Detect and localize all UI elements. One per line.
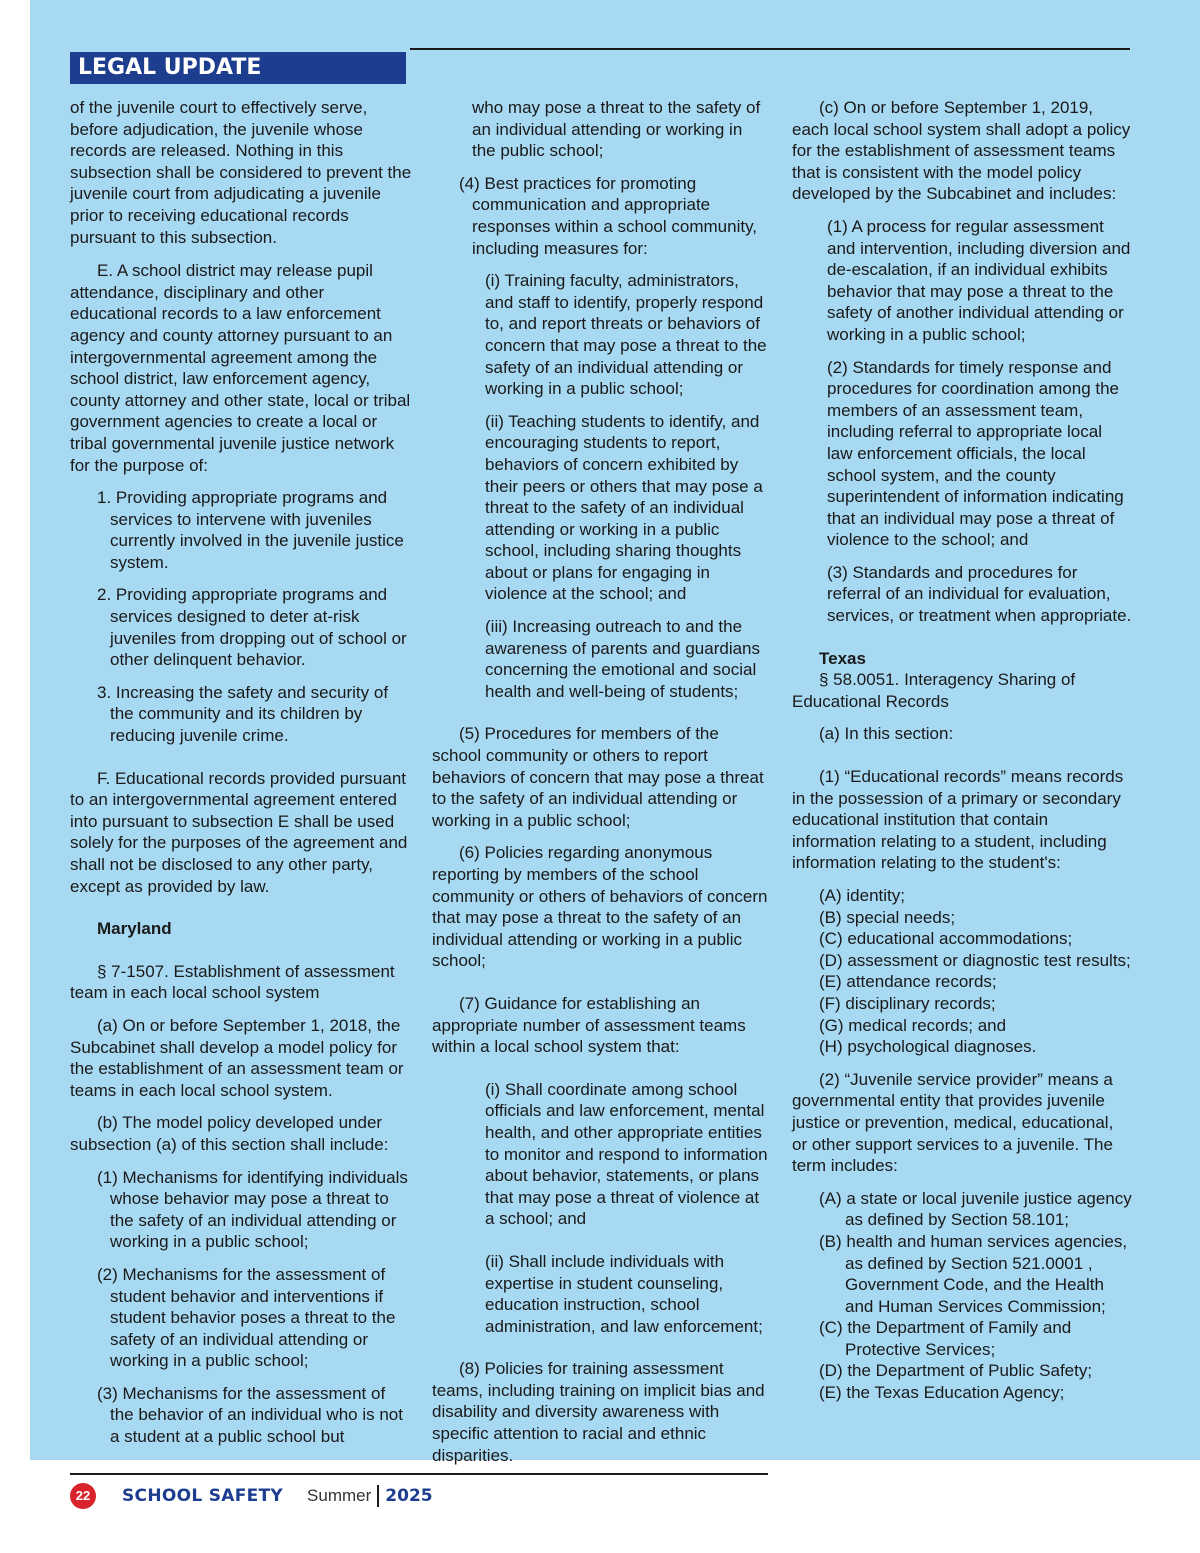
paragraph: (2) “Juvenile service provider” means a governmental entity that provides juvenile justice or prevention, medical, educational, or other support services to a juvenile. The term includes:	[792, 1069, 1114, 1176]
section-heading: Texas	[819, 648, 866, 668]
right-column	[792, 97, 1132, 1415]
paragraph: (6) Policies regarding anonymous reporting by members of the school community or others of behaviors of concern that may pose a threat to the safety of an individual attending or working in a public school;	[432, 843, 768, 971]
list-item: 3. Increasing the safety and security of the community and its children by reducing juvenile crime.	[97, 682, 389, 746]
list-item: 1. Providing appropriate programs and services to intervene with juveniles currently involved in the juvenile justice system.	[97, 488, 404, 572]
paragraph: (a) On or before September 1, 2018, the Subcabinet shall develop a model policy for the establishment of an assessment team or teams in each local school system.	[70, 1015, 404, 1100]
paragraph: (a) In this section:	[819, 724, 954, 744]
left-column	[70, 97, 412, 1459]
paragraph: (8) Policies for training assessment teams, including training on implicit bias and disability and diversity awareness with specific attention to racial and ethnic disparities.	[432, 1359, 765, 1465]
list-item: (F) disciplinary records;	[819, 993, 996, 1013]
list-item: (E) attendance records;	[819, 972, 997, 992]
paragraph: (1) “Educational records” means records in the possession of a primary or secondary educational institution that contain information relating to a student, including information relating to the student's:	[792, 767, 1124, 873]
paragraph: (c) On or before September 1, 2019, each local school system shall adopt a policy for the establishment of assessment teams that is consistent with the model policy developed by the Subcabinet and includes:	[792, 98, 1131, 204]
list-item: 2. Providing appropriate programs and services designed to deter at-risk juveniles from dropping out of school or other delinquent behavior.	[97, 585, 407, 670]
list-item: (D) assessment or diagnostic test results;	[819, 950, 1131, 970]
list-item: (i) Shall coordinate among school officials and law enforcement, mental health, and other appropriate entities to monitor and respond to information about behavior, statements, or plans that may pose a threat of violence at a school; and	[485, 1079, 768, 1229]
list-item: (A) identity;	[819, 886, 905, 905]
paragraph: who may pose a threat to the safety of an individual attending or working in the public school;	[472, 98, 761, 161]
list-item: (i) Training faculty, administrators, and staff to identify, properly respond to, and report threats or behaviors of concern that may pose a threat to the safety of an individual attending or working in a public school;	[485, 271, 767, 399]
paragraph: (b) The model policy developed under subsection (a) of this section shall include:	[70, 1113, 389, 1154]
list-item: (1) A process for regular assessment and intervention, including diversion and de-escalation, if an individual exhibits behavior that may pose a threat to the safety of another individual attending or working in a public school;	[827, 216, 1131, 344]
list-item: (D) the Department of Public Safety;	[819, 1361, 1093, 1381]
statute-title: § 58.0051. Interagency Sharing of Educational Records	[792, 670, 1076, 711]
statute-title: § 7-1507. Establishment of assessment team in each local school system	[70, 961, 395, 1003]
provider-list	[792, 1188, 1132, 1404]
list-item: (E) the Texas Education Agency;	[819, 1383, 1065, 1403]
list-item: (2) Mechanisms for the assessment of student behavior and interventions if student behavior poses a threat to the safety of an individual attending or working in a public school;	[97, 1264, 396, 1371]
paragraph: of the juvenile court to effectively serve, before adjudication, the juvenile whose records are released. Nothing in this subsection shall be considered to prevent the juvenile court from adjudicating a juvenile prior to receiving educational records pursuant to this subsection.	[70, 98, 412, 247]
list-item: (B) special needs;	[819, 907, 956, 927]
paragraph: (5) Procedures for members of the school community or others to report behaviors of concern that may pose a threat to the safety of an individual attending or working in a public school;	[432, 724, 764, 830]
list-item: (G) medical records; and	[819, 1015, 1007, 1035]
list-item: (C) the Department of Family and Protective Services;	[819, 1318, 1072, 1359]
issue-season: Summer	[307, 1486, 372, 1505]
paragraph: (7) Guidance for establishing an appropriate number of assessment teams within a local school system that:	[432, 993, 746, 1057]
footer-divider	[377, 1485, 379, 1507]
list-item: (iii) Increasing outreach to and the awareness of parents and guardians concerning the emotional and social health and well-being of students;	[485, 617, 761, 701]
section-banner: LEGAL UPDATE	[70, 52, 406, 84]
middle-column	[432, 97, 770, 1477]
issue-year: 2025	[385, 1486, 433, 1506]
list-item: (C) educational accommodations;	[819, 929, 1073, 949]
page-number: 22	[70, 1483, 96, 1509]
list-item: (H) psychological diagnoses.	[819, 1037, 1037, 1057]
header-rule	[410, 48, 1130, 50]
list-item: (ii) Teaching students to identify, and encouraging students to report, behaviors of concern exhibited by their peers or others that may pose a threat to the safety of an individual attending or working in a public school, including sharing thoughts about or plans for engaging in violence at the school; and	[485, 411, 763, 604]
list-item: (2) Standards for timely response and procedures for coordination among the members of an assessment team, including referral to appropriate local law enforcement officials, the local school system, and the county superintendent of information indicating that an individual may pose a threat of violence to the school; and	[827, 357, 1124, 550]
list-item: (A) a state or local juvenile justice agency as defined by Section 58.101;	[819, 1188, 1132, 1230]
list-item: (3) Standards and procedures for referral of an individual for evaluation, services, or treatment when appropriate.	[827, 562, 1132, 626]
list-item: (B) health and human services agencies, as defined by Section 521.0001 , Government Code, and the Health and Human Services Commission;	[819, 1231, 1128, 1316]
list-item: (3) Mechanisms for the assessment of the behavior of an individual who is not a student at a public school but	[97, 1383, 403, 1447]
footer	[70, 1482, 433, 1510]
footer-rule	[70, 1473, 768, 1475]
magazine-title: SCHOOL SAFETY	[122, 1486, 284, 1506]
list-item: (ii) Shall include individuals with expertise in student counseling, education instruction, school administration, and law enforcement;	[485, 1251, 763, 1336]
paragraph: E. A school district may release pupil attendance, disciplinary and other educational records to a law enforcement agency and county attorney pursuant to an intergovernmental agreement among the school district, law enforcement agency, county attorney and other state, local or tribal government agencies to create a local or tribal governmental juvenile justice network for the purpose of:	[70, 261, 411, 475]
list-item: (4) Best practices for promoting communication and appropriate responses within a school community, including measures for:	[459, 173, 758, 258]
records-list	[792, 885, 1132, 1058]
list-item: (1) Mechanisms for identifying individuals whose behavior may pose a threat to the safety of an individual attending or working in a public school;	[97, 1167, 408, 1252]
paragraph: F. Educational records provided pursuant to an intergovernmental agreement entered into pursuant to subsection E shall be used solely for the purposes of the agreement and shall not be disclosed to any other party, except as provided by law.	[70, 768, 408, 896]
section-heading: Maryland	[97, 919, 172, 939]
